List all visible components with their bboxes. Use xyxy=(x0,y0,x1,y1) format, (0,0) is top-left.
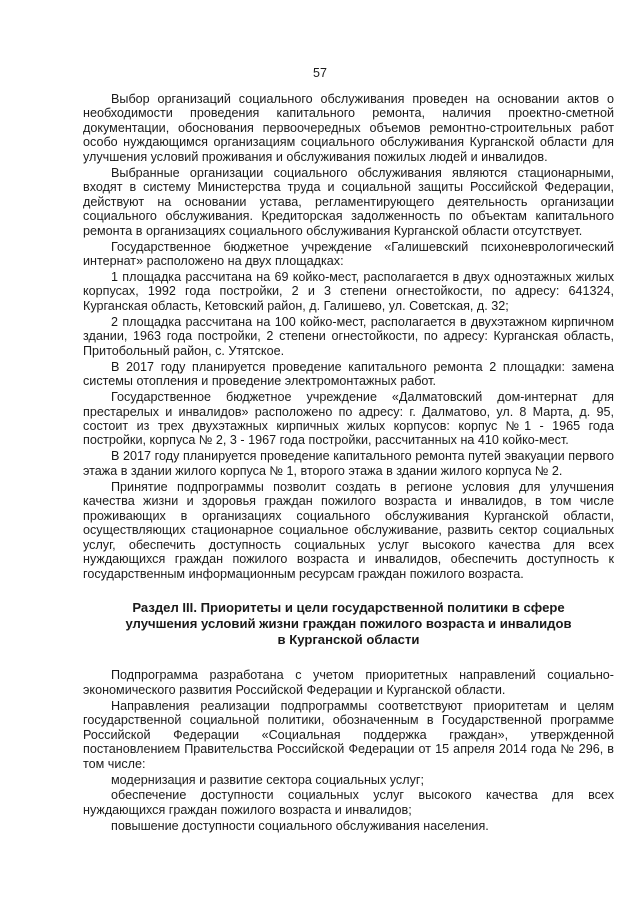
section-heading-line: Раздел III. Приоритеты и цели государственной политики в сфере xyxy=(132,599,565,615)
paragraph: Подпрограмма разработана с учетом приоритетных направлений социально-экономического развития Российской Федерации и Курганской области. xyxy=(83,668,614,697)
paragraph: Направления реализации подпрограммы соответствуют приоритетам и целям государственной социальной политики, обозначенным в Государственной программе Российской Федерации «Социальная поддержка граждан», утвержденной постановлением Правительства Российской Федерации от 15 апреля 2014 года № 296, в том числе: xyxy=(83,698,614,771)
list-item: модернизация и развитие сектора социальных услуг; xyxy=(111,772,424,787)
paragraph: 1 площадка рассчитана на 69 койко-мест, располагается в двух одноэтажных жилых корпусах, 1992 года постройки, 2 и 3 степени огнестойкости, по адресу: 641324, Курганская область, Кетовский район, д. Галишево, ул. Советская, д. 32; xyxy=(83,269,614,313)
paragraph: В 2017 году планируется проведение капитального ремонта путей эвакуации первого этажа в здании жилого корпуса № 1, второго этажа в здании жилого корпуса № 2. xyxy=(83,449,614,478)
page-number: 57 xyxy=(313,66,327,80)
paragraph: 2 площадка рассчитана на 100 койко-мест, располагается в двухэтажном кирпичном здании, 1963 года постройки, 2 степени огнестойкости, по адресу: Курганская область, Притобольный район, с. Утятское. xyxy=(83,314,614,358)
paragraph: В 2017 году планируется проведение капитального ремонта 2 площадки: замена системы отопления и проведение электромонтажных работ. xyxy=(83,359,614,389)
paragraph: Выбранные организации социального обслуживания являются стационарными, входят в систему Министерства труда и социальной защиты Российской Федерации, действуют на основании устава, регламентирующего деятельность организации социального обслуживания. Кредиторская задолженность по объектам капитального ремонта в организациях социального обслуживания Курганской области отсутствует. xyxy=(83,165,614,238)
paragraph: Выбор организаций социального обслуживания проведен на основании актов о необходимости проведения капитального ремонта, наличия проектно-сметной документации, обоснования первоочередных объемов ремонтно-строительных работ особо нуждающимся организациям социального обслуживания Курганской области для улучшения условий проживания и обслуживания пожилых людей и инвалидов. xyxy=(83,92,614,164)
list-item: обеспечение доступности социальных услуг высокого качества для всех нуждающихся граждан пожилого возраста и инвалидов; xyxy=(83,788,614,817)
paragraph: Государственное бюджетное учреждение «Далматовский дом-интернат для престарелых и инвалидов» расположено по адресу: г. Далматово, ул. 8 Марта, д. 95, состоит из трех двухэтажных кирпичных жилых корпусов: корпус №1 - 1965 года постройки, корпуса № 2, 3 - 1967 года постройки, рассчитанных на 410 койко-мест. xyxy=(83,390,614,448)
document-body xyxy=(83,92,614,835)
section-heading xyxy=(83,600,614,647)
paragraph: Государственное бюджетное учреждение «Галишевский психоневрологический интернат» расположено на двух площадках: xyxy=(83,239,614,268)
section-heading-line: в Курганской области xyxy=(277,631,420,647)
list-item: повышение доступности социального обслуживания населения. xyxy=(111,818,489,833)
section-heading-line: улучшения условий жизни граждан пожилого возраста и инвалидов xyxy=(125,615,572,631)
paragraph: Принятие подпрограммы позволит создать в регионе условия для улучшения качества жизни и здоровья граждан пожилого возраста и инвалидов, в том числе проживающих в организациях социального обслуживания Курганской области, осуществляющих стационарное социальное обслуживание, развить сектор социальных услуг, обеспечить доступность социальных услуг высокого качества для всех нуждающихся граждан пожилого возраста и инвалидов, обеспечить доступность к государственным информационным ресурсам граждан пожилого возраста. xyxy=(83,479,614,581)
